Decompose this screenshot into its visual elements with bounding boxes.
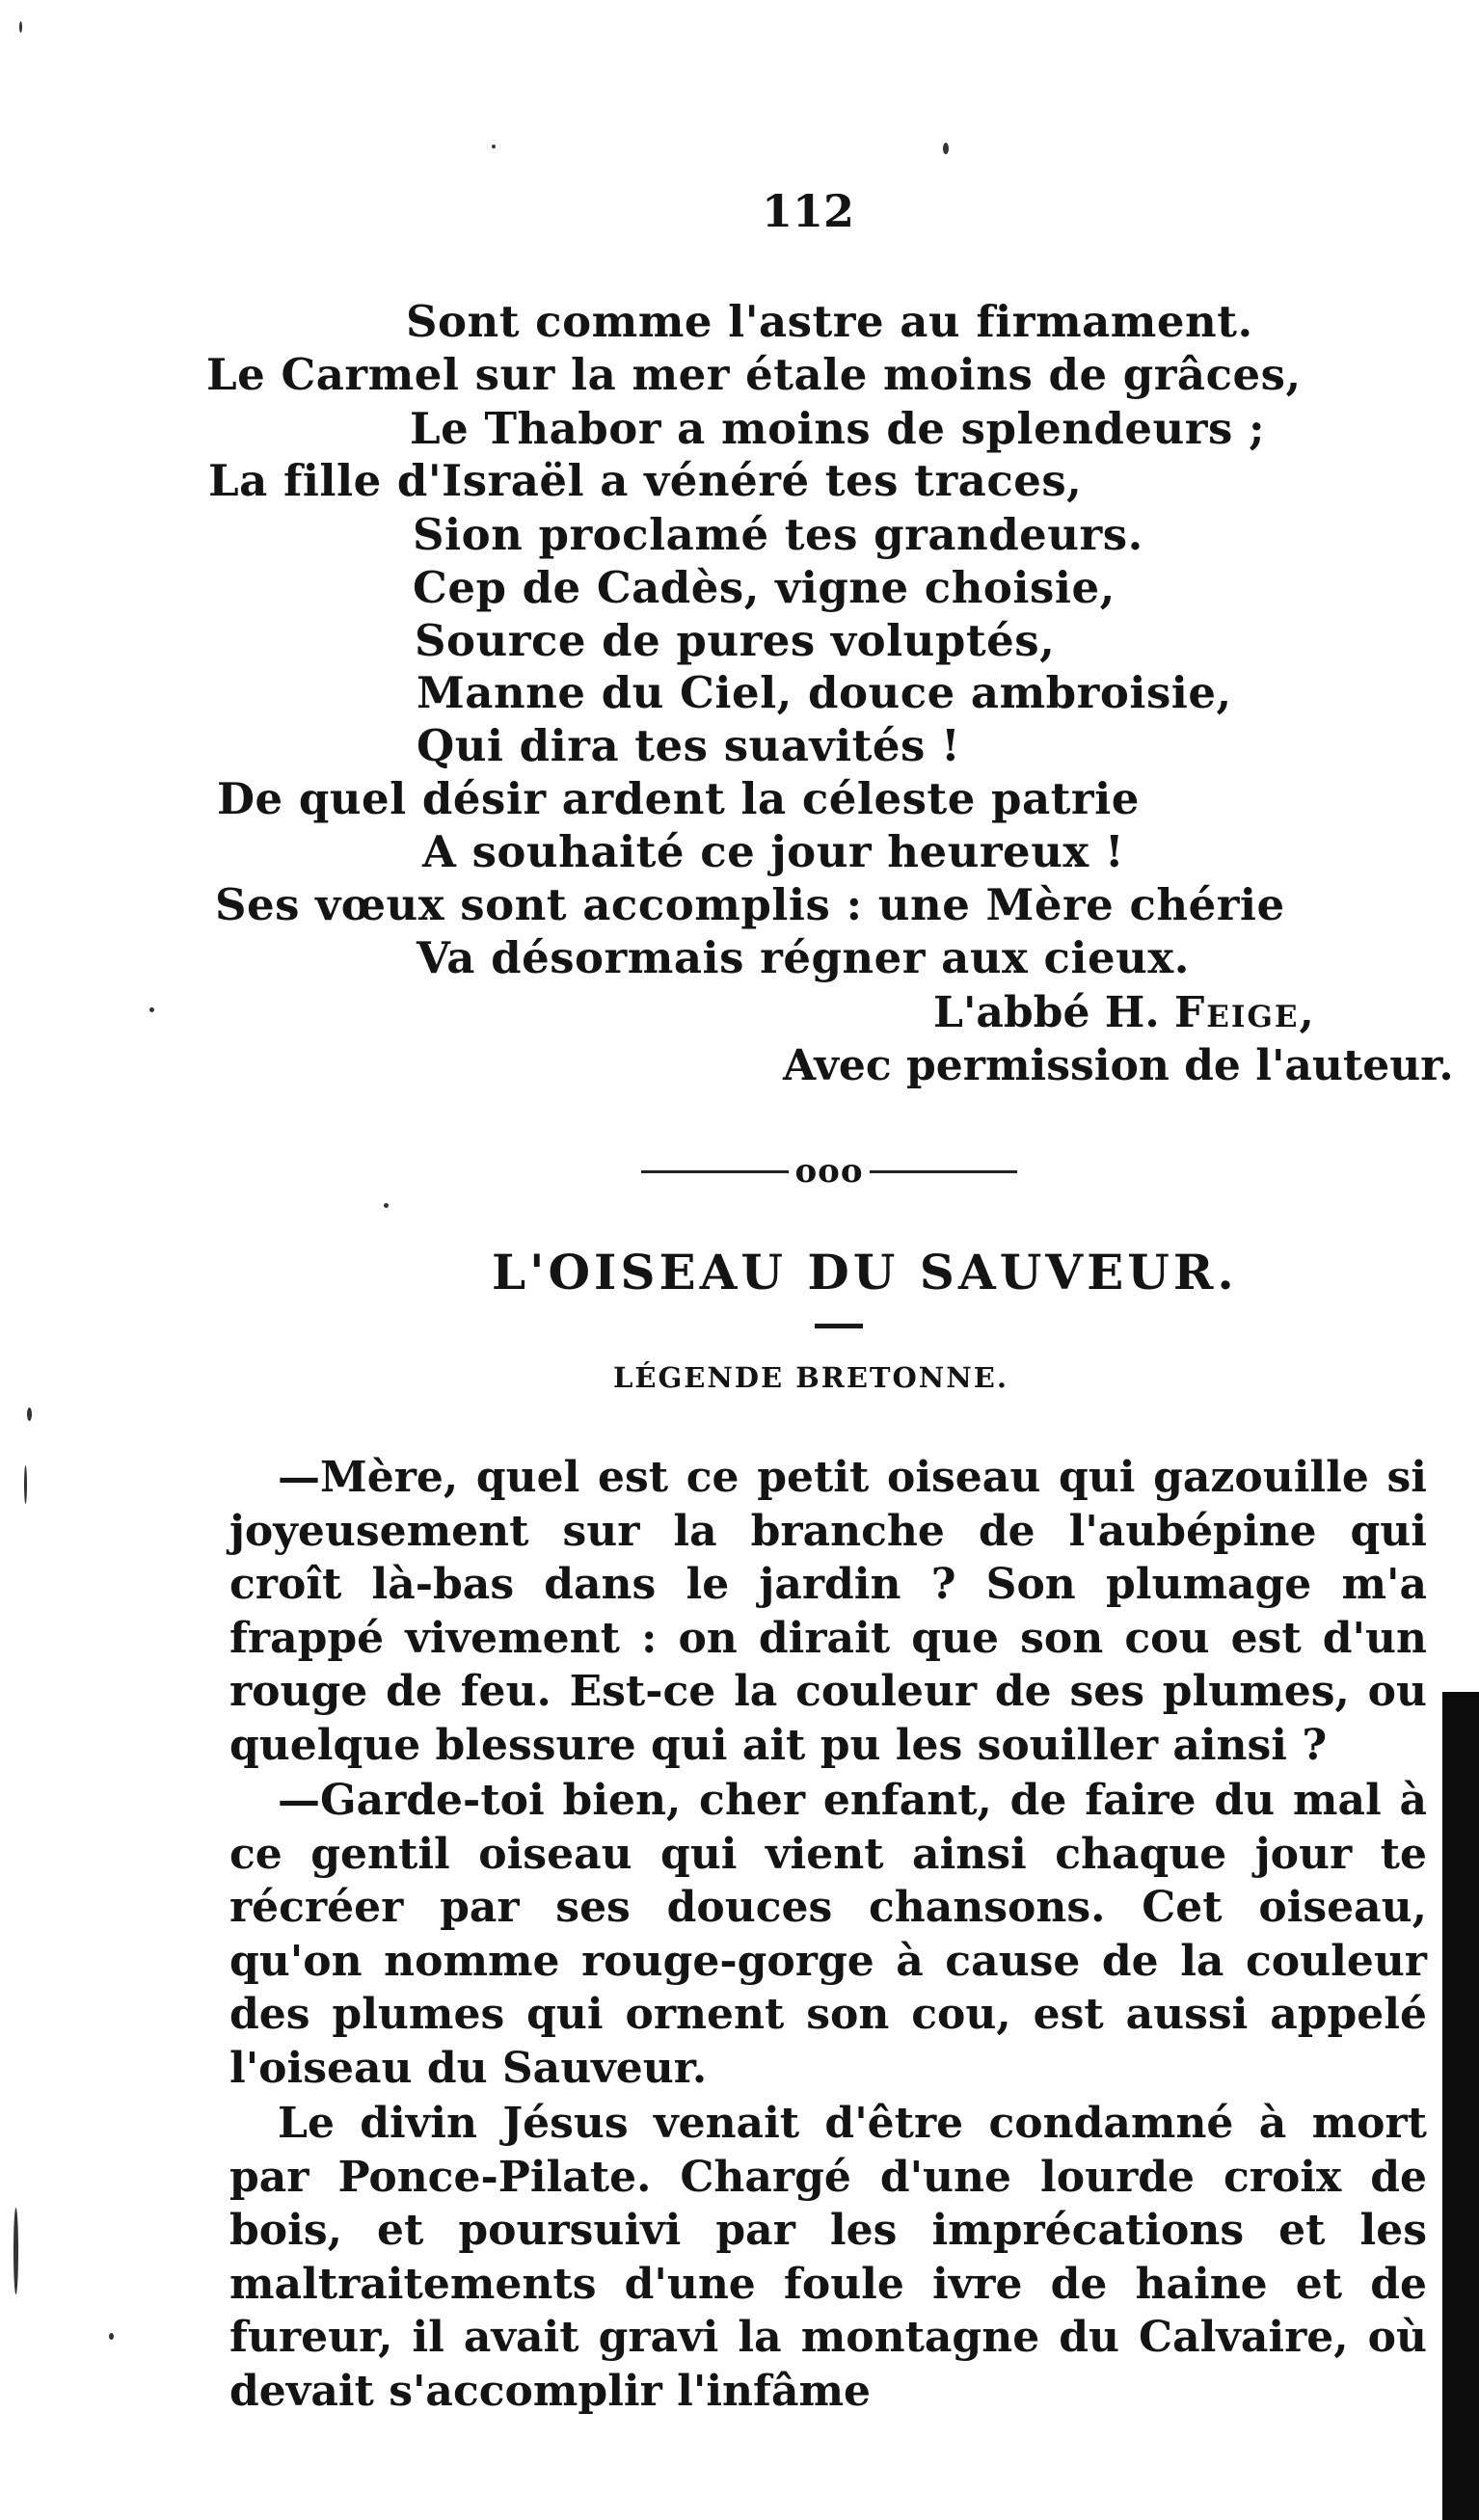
scan-speck	[19, 21, 22, 33]
page-number: 112	[762, 185, 855, 237]
poem-line: Sont comme l'astre au firmament.	[406, 296, 1253, 347]
paragraph: —Mère, quel est ce petit oiseau qui gazouille si joyeusement sur la branche de l'aubépine qui croît là-bas dans le jardin ? Son plumage m'a frappé vivement : on dirait que son cou est d'un rouge de feu. Est-ce la couleur de ses plumes, ou quelque blessure qui ait pu les souiller ainsi ?	[229, 1453, 1427, 1770]
body-text	[229, 1451, 1427, 2418]
poem-line: Manne du Ciel, douce ambroisie,	[417, 667, 1232, 718]
scan-speck	[24, 1465, 27, 1504]
poem-line: Cep de Cadès, vigne choisie,	[413, 562, 1116, 613]
divider-ornament: ooo	[794, 1152, 864, 1191]
poem-line: Source de pures voluptés,	[415, 615, 1056, 666]
title-dash	[815, 1324, 863, 1328]
section-divider	[641, 1152, 1017, 1191]
signature-name-prefix: L'abbé H.	[933, 988, 1160, 1037]
binding-edge-shadow	[1442, 1692, 1479, 2520]
signature-name	[933, 988, 1316, 1037]
paragraph: —Garde-toi bien, cher enfant, de faire du mal à ce gentil oiseau qui vient ainsi chaque jour te récréer par ses douces chansons. Cet oiseau, qu'on nomme rouge-gorge à cause de la couleur des plumes qui ornent son cou, est aussi appelé l'oiseau du Sauveur.	[229, 1776, 1427, 2093]
poem-line: Va désormais régner aux cieux.	[417, 932, 1190, 983]
poem-line: Ses vœux sont accomplis : une Mère chérie	[215, 879, 1285, 930]
poem-line: Le Carmel sur la mer étale moins de grâces,	[206, 349, 1302, 400]
chapter-subtitle: LÉGENDE BRETONNE.	[613, 1361, 1008, 1394]
poem-line: Le Thabor a moins de splendeurs ;	[410, 403, 1266, 454]
poem-line: Sion proclamé tes grandeurs.	[413, 509, 1143, 560]
poem-line: A souhaité ce jour heureux !	[422, 826, 1125, 877]
signature-permission: Avec permission de l'auteur.	[783, 1041, 1454, 1090]
divider-rule-left	[641, 1170, 789, 1173]
scan-speck	[13, 2208, 18, 2294]
poem-line: Qui dira tes suavités !	[417, 720, 961, 771]
scan-speck	[109, 2333, 114, 2340]
paragraph: Le divin Jésus venait d'être condamné à mort par Ponce-Pilate. Chargé d'une lourde croix de bois, et poursuivi par les imprécations et les maltraitements d'une foule ivre de haine et de fureur, il avait gravi la montagne du Calvaire, où devait s'accomplir l'infâme	[229, 2099, 1427, 2416]
poem-line: La fille d'Israël a vénéré tes traces,	[208, 455, 1083, 506]
scan-speck	[492, 145, 496, 148]
scan-speck	[149, 1007, 154, 1012]
scan-speck	[943, 143, 949, 154]
scan-speck	[384, 1203, 389, 1208]
scan-speck	[27, 1407, 32, 1421]
poem-line: De quel désir ardent la céleste patrie	[217, 773, 1140, 824]
chapter-title: L'OISEAU DU SAUVEUR.	[492, 1244, 1238, 1300]
signature-name-caps: Feige,	[1173, 988, 1316, 1037]
divider-rule-right	[870, 1170, 1017, 1173]
